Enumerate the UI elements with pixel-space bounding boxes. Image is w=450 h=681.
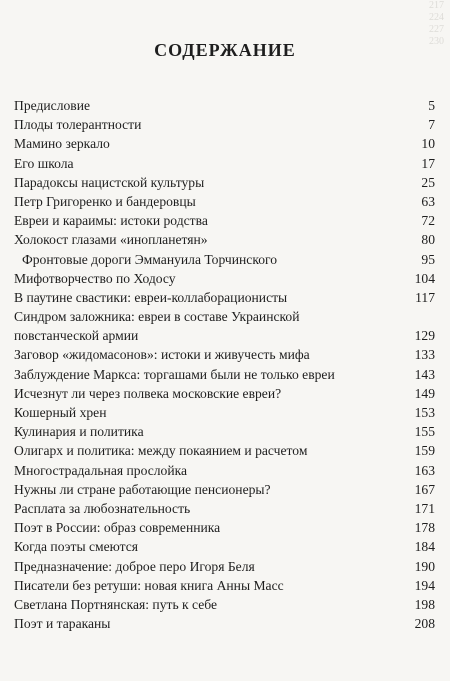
toc-entry-title: Заговор «жидомасонов»: истоки и живучесть мифа: [14, 347, 310, 363]
toc-entry-title: Расплата за любознательность: [14, 500, 191, 516]
toc-entry-title: Плоды толерантности: [14, 117, 142, 133]
toc-entry-title: Светлана Портнянская: путь к себе: [14, 596, 218, 612]
toc-entry: [14, 557, 435, 576]
toc-entry-page: 149: [414, 385, 435, 401]
toc-entry-page: 171: [414, 500, 435, 516]
toc-entry: [14, 480, 435, 499]
toc-entry-title: Евреи и караимы: истоки родства: [14, 213, 208, 229]
toc-entry-page: 117: [415, 289, 435, 305]
toc-entry-page: 72: [421, 213, 435, 229]
bleed-line: 227: [429, 24, 444, 35]
bleed-line: 224: [429, 12, 444, 23]
toc-entry-title: Поэт и тараканы: [14, 616, 111, 632]
toc-entry-page: 63: [421, 193, 435, 209]
toc-entry-page: 129: [414, 328, 435, 344]
toc-entry-page: 10: [421, 136, 435, 152]
toc-entry-page: 163: [414, 462, 435, 478]
toc-entry: [14, 192, 435, 211]
toc-entry-title: Писатели без ретуши: новая книга Анны Масс: [14, 577, 284, 593]
toc-entry-title: Нужны ли стране работающие пенсионеры?: [14, 481, 271, 497]
toc-entry-page: 17: [421, 155, 435, 171]
toc-entry: [14, 173, 435, 192]
toc-entry-page: 5: [428, 98, 435, 113]
toc-entry: [14, 365, 435, 384]
toc-entry-title: Исчезнут ли через полвека московские евреи?: [14, 385, 282, 401]
toc-entry: [14, 345, 435, 364]
toc-entry-title: Петр Григоренко и бандеровцы: [14, 193, 196, 209]
toc-entry: [14, 537, 435, 556]
toc-entry-title: Синдром заложника: евреи в составе Украинской повстанческой армии: [14, 309, 300, 344]
toc-entry-page: 178: [414, 520, 435, 536]
page-title: СОДЕРЖАНИЕ: [154, 40, 296, 60]
table-of-contents: [14, 96, 435, 633]
toc-entry-page: 194: [414, 577, 435, 593]
toc-entry-title: Мифотворчество по Ходосу: [14, 270, 176, 286]
toc-entry: [14, 403, 435, 422]
toc-entry-title: В паутине свастики: евреи-коллаборационисты: [14, 289, 288, 305]
bleed-line: 230: [429, 36, 444, 47]
toc-entry: [14, 595, 435, 614]
toc-entry-page: 104: [414, 270, 435, 286]
toc-entry: [14, 230, 435, 249]
toc-entry: [14, 461, 435, 480]
toc-entry-page: 167: [414, 481, 435, 497]
toc-entry: [14, 250, 435, 269]
toc-entry-title: Заблуждение Маркса: торгашами были не только евреи: [14, 366, 335, 382]
bleed-line: 217: [429, 0, 444, 11]
toc-entry: [14, 288, 435, 307]
toc-entry-title: Предназначение: доброе перо Игоря Беля: [14, 558, 255, 574]
toc-entry-page: 208: [414, 616, 435, 632]
toc-entry-page: 25: [421, 174, 435, 190]
toc-entry-page: 95: [421, 251, 435, 267]
toc-entry-title: Мамино зеркало: [14, 136, 110, 152]
toc-entry: [14, 154, 435, 173]
toc-entry: [14, 96, 435, 115]
toc-entry-title: Парадоксы нацистской культуры: [14, 174, 205, 190]
toc-entry-title: Олигарх и политика: между покаянием и расчетом: [14, 443, 308, 459]
toc-entry-title: Кулинария и политика: [14, 424, 144, 440]
toc-entry: [14, 211, 435, 230]
toc-entry-title: Многострадальная прослойка: [14, 462, 188, 478]
toc-entry-page: 133: [414, 347, 435, 363]
toc-entry: [14, 115, 435, 134]
toc-entry-page: 143: [414, 366, 435, 382]
toc-entry-title: Поэт в России: образ современника: [14, 520, 221, 536]
toc-entry-title: Кошерный хрен: [14, 405, 107, 421]
toc-entry: [14, 269, 435, 288]
toc-entry-page: 159: [414, 443, 435, 459]
toc-entry-title: Его школа: [14, 155, 74, 171]
toc-entry-page: 198: [414, 596, 435, 612]
toc-entry: [14, 518, 435, 537]
toc-entry-page: 153: [414, 405, 435, 421]
toc-entry-title: Когда поэты смеются: [14, 539, 139, 555]
toc-entry: [14, 422, 435, 441]
toc-entry: [14, 614, 435, 633]
toc-entry-page: 155: [414, 424, 435, 440]
toc-entry: [14, 441, 435, 460]
toc-entry: [14, 307, 435, 345]
toc-entry-title: Фронтовые дороги Эммануила Торчинского: [22, 251, 278, 267]
toc-entry-page: 184: [414, 539, 435, 555]
toc-entry-page: 7: [428, 117, 435, 133]
toc-entry-title: Предисловие: [14, 98, 91, 113]
toc-entry: [14, 134, 435, 153]
toc-entry: [14, 499, 435, 518]
toc-entry-page: 190: [414, 558, 435, 574]
toc-entry: [14, 576, 435, 595]
toc-entry: [14, 384, 435, 403]
toc-entry-title: Холокост глазами «инопланетян»: [14, 232, 208, 248]
toc-entry-page: 80: [421, 232, 435, 248]
